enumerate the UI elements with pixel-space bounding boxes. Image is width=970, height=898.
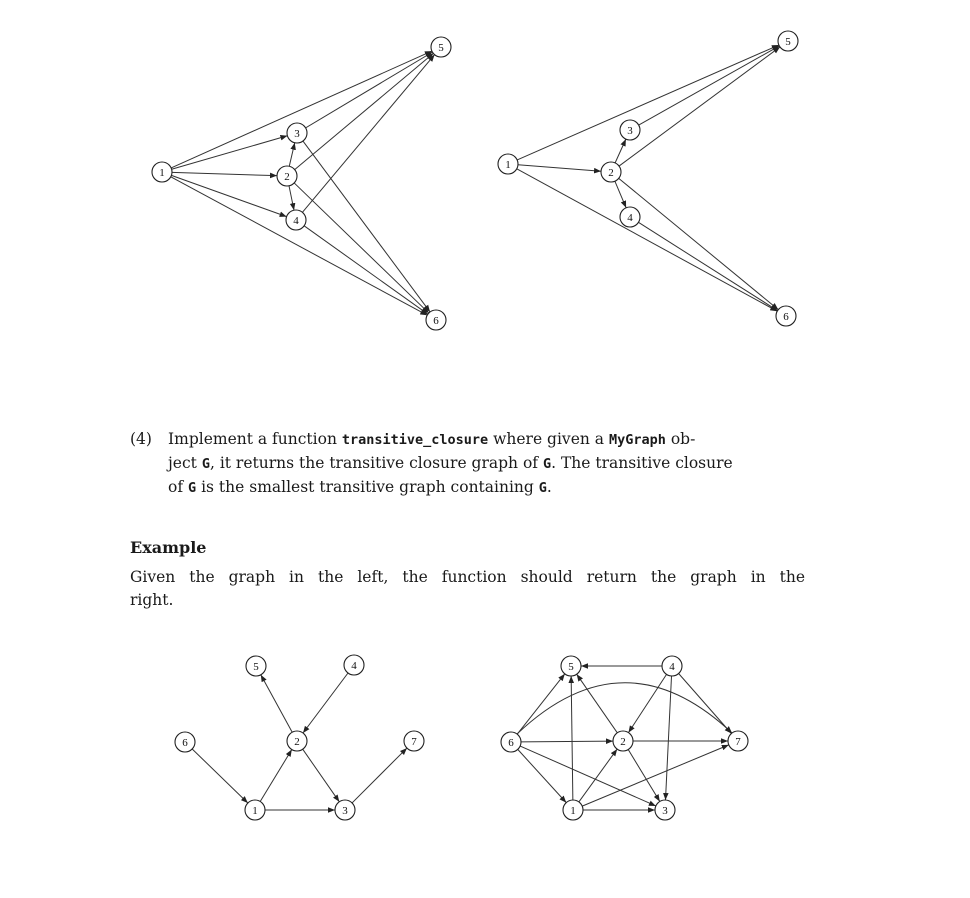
edge-2-4 [289, 186, 294, 210]
edge-1-7 [582, 745, 729, 806]
node-label-6: 6 [433, 315, 439, 327]
question-text: of [168, 478, 184, 496]
edge-2-6 [294, 183, 429, 313]
question-text: . [546, 478, 552, 496]
node-label-7: 7 [735, 736, 741, 748]
node-label-2: 2 [620, 736, 626, 748]
node-label-3: 3 [342, 805, 348, 817]
example-heading: Example [130, 538, 207, 557]
node-label-3: 3 [662, 805, 668, 817]
top-left-graph [152, 37, 451, 330]
node-label-6: 6 [508, 737, 514, 749]
edge-6-5 [517, 674, 565, 734]
edge-2-5 [295, 53, 434, 169]
bottom-right-graph [501, 656, 748, 820]
edge-2-5 [261, 675, 292, 732]
node-label-1: 1 [505, 159, 511, 171]
edge-3-7 [352, 748, 407, 803]
node-label-4: 4 [669, 661, 675, 673]
edge-2-5 [577, 674, 618, 733]
function-name: transitive_closure [341, 432, 489, 448]
edge-4-5 [302, 55, 434, 213]
edge-2-5 [619, 47, 780, 166]
node-label-5: 5 [253, 661, 259, 673]
node-label-2: 2 [608, 167, 614, 179]
node-label-3: 3 [627, 125, 633, 137]
bottom-left-graph [175, 655, 424, 820]
graph-variable: G [201, 456, 210, 472]
edge-1-2 [172, 172, 277, 175]
node-label-7: 7 [411, 736, 417, 748]
node-label-4: 4 [351, 660, 357, 672]
edge-6-1 [518, 749, 567, 802]
question-paragraph [130, 428, 810, 500]
example-text [130, 566, 805, 612]
edge-4-7 [679, 674, 732, 734]
edge-6-7 [517, 683, 732, 734]
edge-1-5 [517, 45, 779, 160]
edge-1-2 [518, 165, 601, 171]
node-label-4: 4 [293, 215, 299, 227]
edge-2-4 [615, 181, 626, 208]
edge-2-3 [289, 143, 294, 167]
edge-4-3 [665, 676, 671, 800]
class-name: MyGraph [608, 432, 666, 448]
question-text: where given a [493, 430, 605, 448]
question-body [168, 428, 810, 500]
edge-1-3 [172, 136, 288, 169]
node-label-1: 1 [159, 167, 165, 179]
edge-4-6 [638, 222, 777, 310]
graph-variable: G [188, 480, 197, 496]
question-text: . The transitive closure [551, 454, 733, 472]
node-label-3: 3 [294, 128, 300, 140]
node-label-6: 6 [783, 311, 789, 323]
node-label-1: 1 [252, 805, 258, 817]
node-label-2: 2 [284, 171, 290, 183]
edge-4-2 [303, 673, 348, 733]
question-text: is the smallest transitive graph containing [201, 478, 534, 496]
node-label-2: 2 [294, 736, 300, 748]
edge-1-2 [260, 750, 292, 802]
example-line: right. [130, 591, 174, 609]
node-label-5: 5 [785, 36, 791, 48]
question-number: (4) [130, 430, 152, 448]
graph-variable: G [538, 480, 547, 496]
question-text: ject [168, 454, 197, 472]
edge-1-6 [171, 177, 427, 315]
edge-4-6 [304, 226, 428, 314]
edge-6-3 [520, 746, 656, 806]
edge-6-1 [192, 749, 248, 803]
edge-2-6 [619, 178, 779, 309]
question-text: ob- [670, 430, 696, 448]
edge-1-4 [171, 175, 286, 216]
node-label-1: 1 [570, 805, 576, 817]
node-label-5: 5 [568, 661, 574, 673]
edge-1-6 [517, 169, 777, 311]
question-text: , it returns the transitive closure graph of [209, 454, 539, 472]
node-label-4: 4 [627, 212, 633, 224]
edge-3-6 [303, 141, 430, 312]
question-text: Implement a function [168, 430, 337, 448]
edge-2-3 [303, 749, 340, 802]
edge-3-5 [306, 52, 433, 128]
edge-2-3 [615, 139, 626, 163]
edge-1-5 [171, 51, 432, 168]
example-line: Given the graph in the left, the function should return the graph in the [130, 568, 805, 586]
edge-3-5 [639, 46, 780, 125]
node-label-5: 5 [438, 42, 444, 54]
top-right-graph [498, 31, 798, 326]
node-label-6: 6 [182, 737, 188, 749]
edge-6-2 [521, 741, 613, 742]
graph-variable: G [542, 456, 552, 472]
